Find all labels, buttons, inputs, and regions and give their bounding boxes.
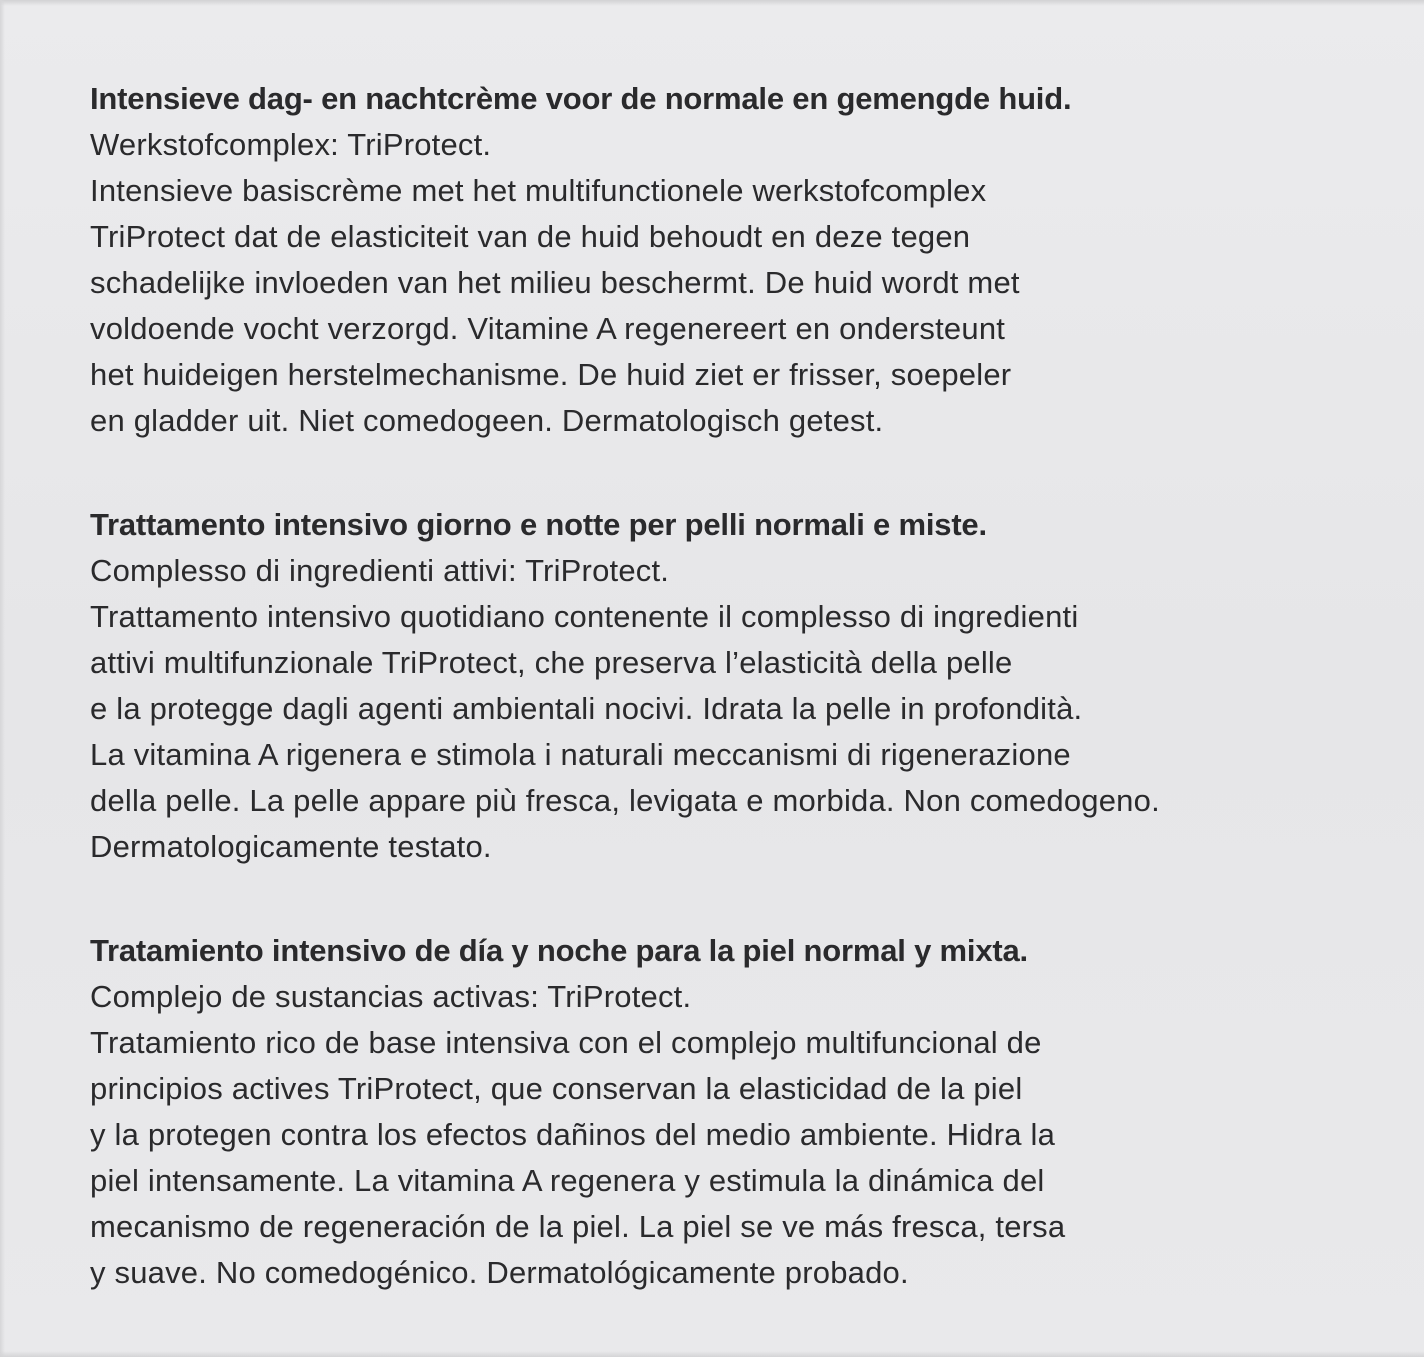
text-line: Trattamento intensivo quotidiano contenente il complesso di ingredienti: [90, 599, 1079, 634]
text-line: Tratamiento rico de base intensiva con el complejo multifuncional de: [90, 1025, 1042, 1060]
text-line: Complejo de sustancias activas: TriProtect.: [90, 979, 692, 1014]
text-line: Intensieve basiscrème met het multifunctionele werkstofcomplex: [90, 173, 987, 208]
section-italian: [90, 502, 1410, 870]
text-line: della pelle. La pelle appare più fresca, levigata e morbida. Non comedogeno.: [90, 783, 1160, 818]
text-line: Complesso di ingredienti attivi: TriProtect.: [90, 553, 670, 588]
section-heading: Tratamiento intensivo de día y noche para la piel normal y mixta.: [90, 933, 1028, 968]
text-line: y la protegen contra los efectos dañinos del medio ambiente. Hidra la: [90, 1117, 1056, 1152]
box-edge-top: [0, 0, 1424, 6]
text-line: voldoende vocht verzorgd. Vitamine A regenereert en ondersteunt: [90, 311, 1006, 346]
text-line: TriProtect dat de elasticiteit van de huid behoudt en deze tegen: [90, 219, 971, 254]
text-line: Dermatologicamente testato.: [90, 829, 492, 864]
box-edge-left: [0, 0, 5, 1357]
text-line: Werkstofcomplex: TriProtect.: [90, 127, 492, 162]
section-heading: Trattamento intensivo giorno e notte per pelli normali e miste.: [90, 507, 987, 542]
text-line: e la protegge dagli agenti ambientali nocivi. Idrata la pelle in profondità.: [90, 691, 1083, 726]
section-heading: Intensieve dag- en nachtcrème voor de normale en gemengde huid.: [90, 81, 1072, 116]
text-line: principios actives TriProtect, que conservan la elasticidad de la piel: [90, 1071, 1023, 1106]
text-line: piel intensamente. La vitamina A regenera y estimula la dinámica del: [90, 1163, 1045, 1198]
section-spanish: [90, 928, 1410, 1296]
text-line: en gladder uit. Niet comedogeen. Dermatologisch getest.: [90, 403, 884, 438]
text-line: attivi multifunzionale TriProtect, che preserva l’elasticità della pelle: [90, 645, 1013, 680]
box-edge-bottom: [0, 1351, 1424, 1357]
section-dutch: [90, 76, 1410, 444]
text-line: schadelijke invloeden van het milieu beschermt. De huid wordt met: [90, 265, 1020, 300]
text-line: y suave. No comedogénico. Dermatológicamente probado.: [90, 1255, 909, 1290]
text-line: La vitamina A rigenera e stimola i naturali meccanismi di rigenerazione: [90, 737, 1071, 772]
text-line: mecanismo de regeneración de la piel. La piel se ve más fresca, tersa: [90, 1209, 1066, 1244]
text-line: het huideigen herstelmechanisme. De huid ziet er frisser, soepeler: [90, 357, 1012, 392]
